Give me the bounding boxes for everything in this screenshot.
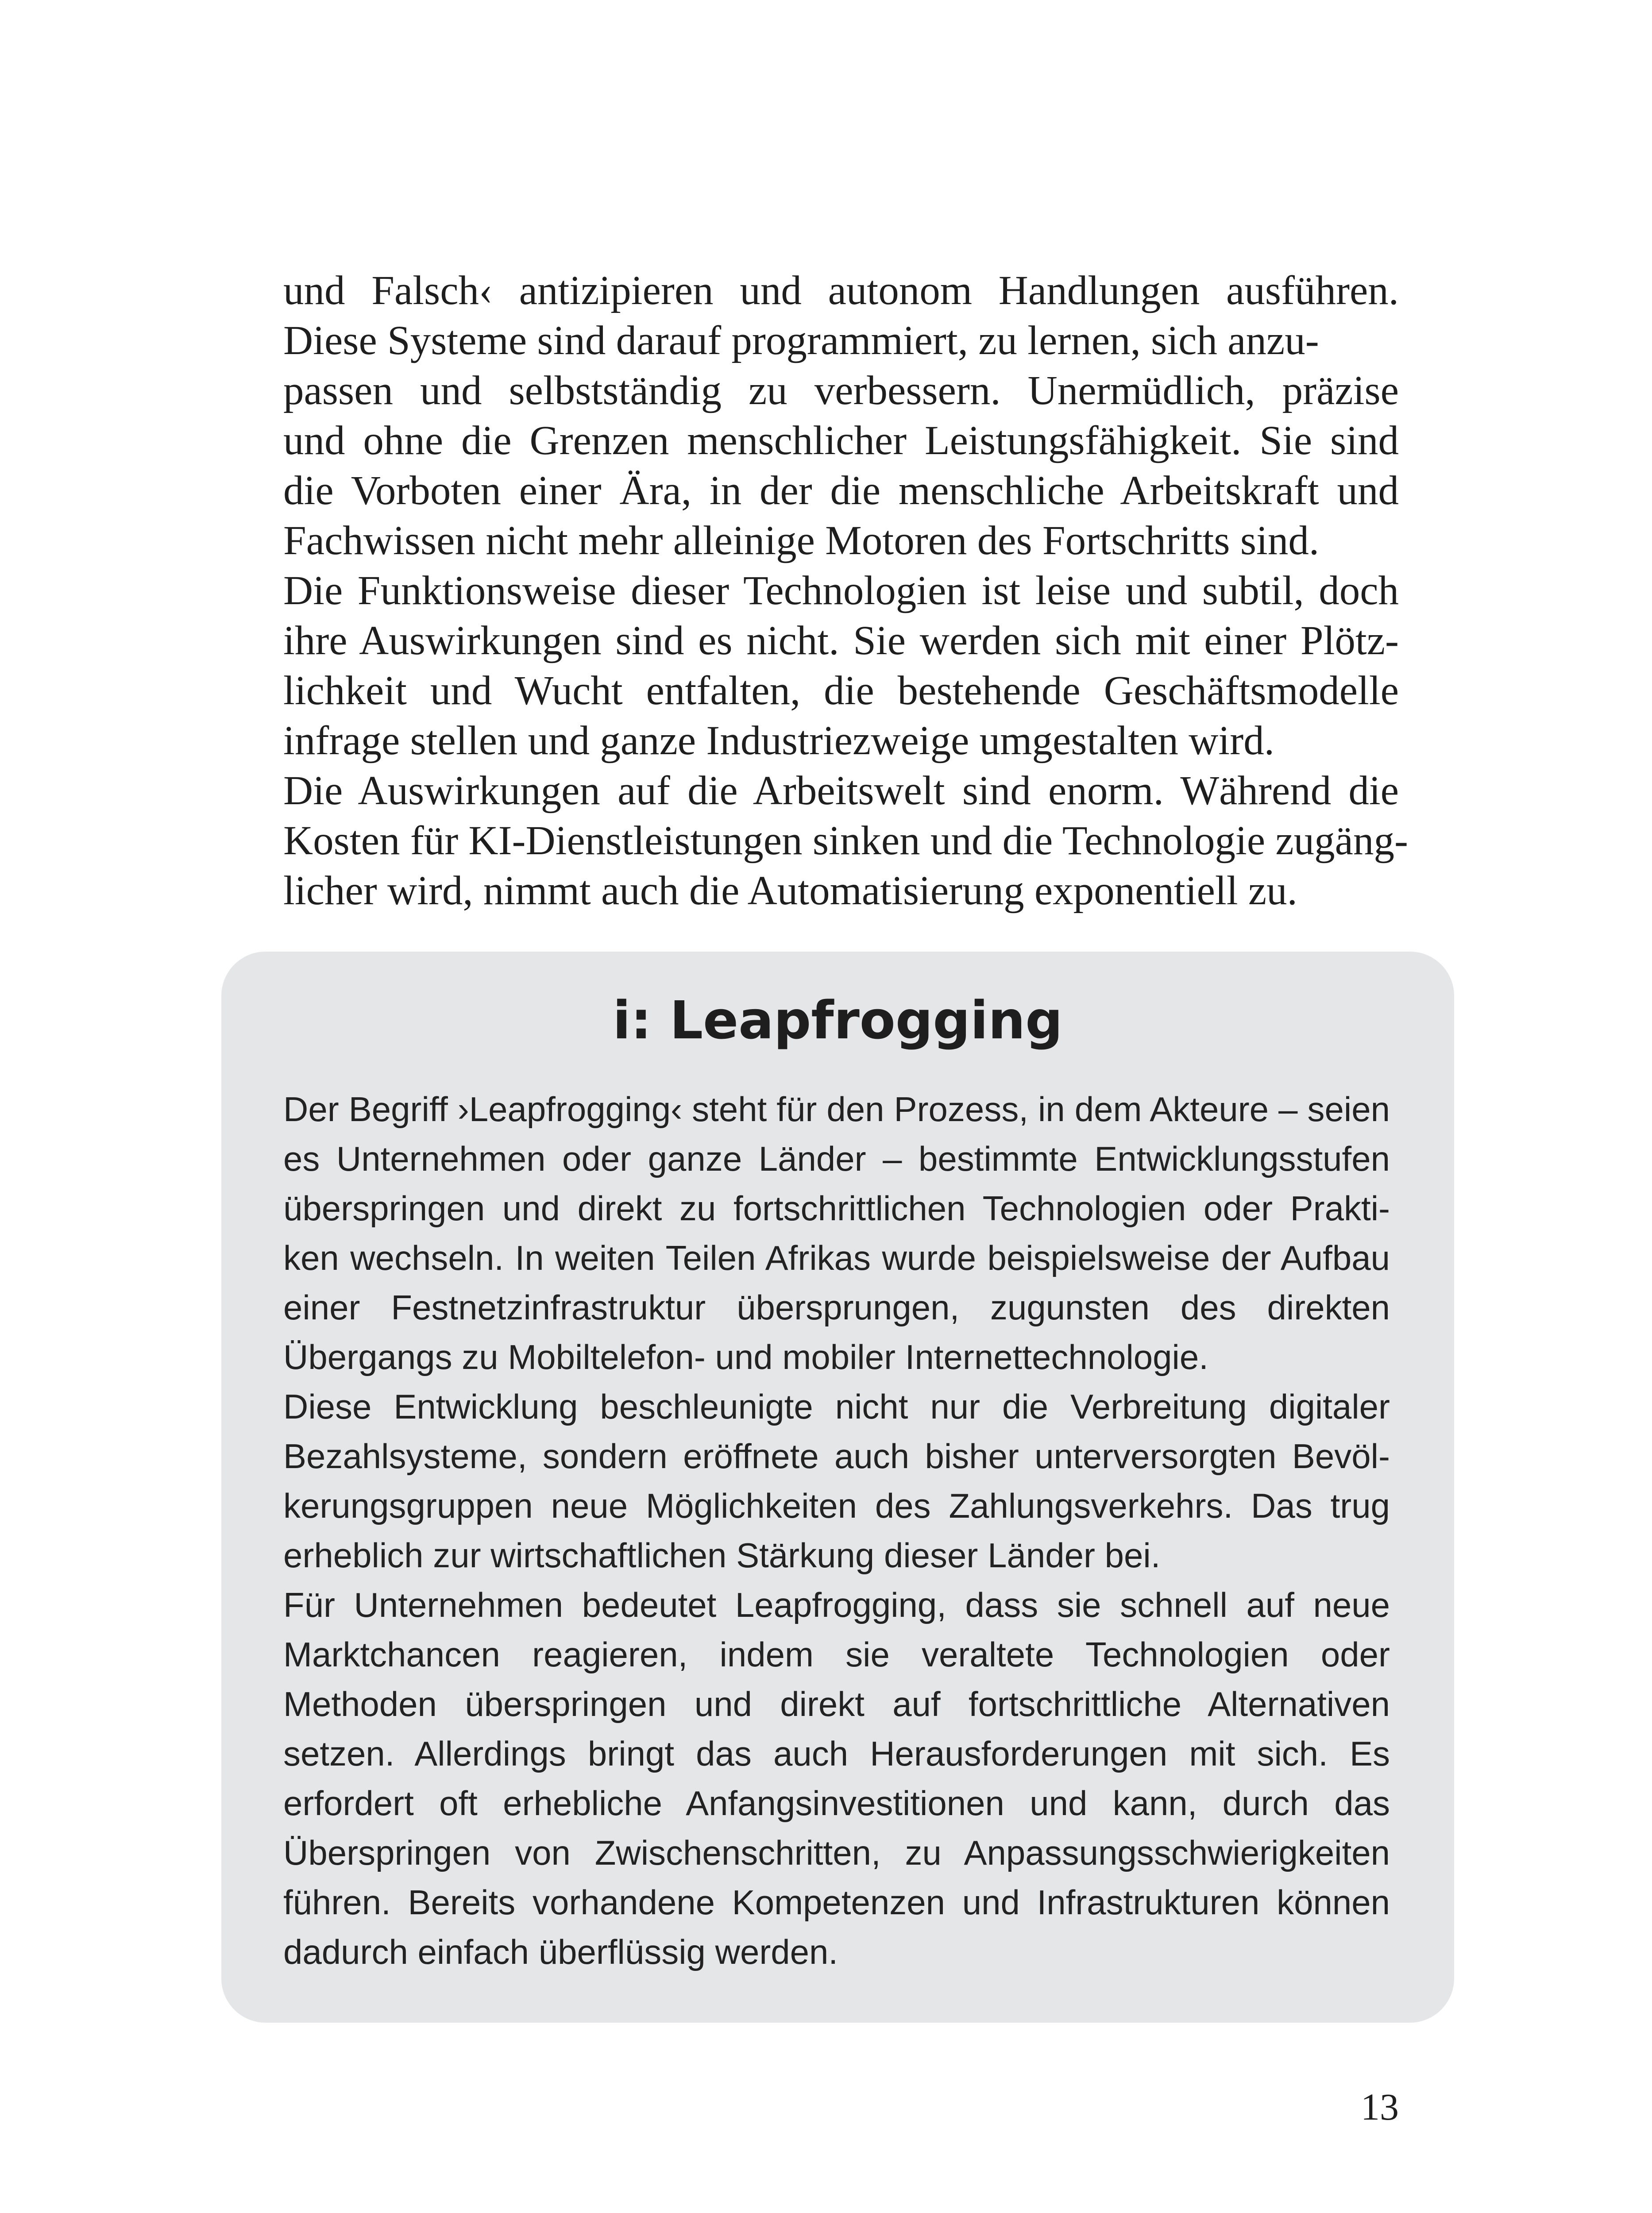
body-text <box>283 266 1408 916</box>
body-line: und Falsch‹ antizipieren und autonom Handlungen ausführen. <box>283 268 1399 313</box>
body-line: Die Funktionsweise dieser Technologien ist leise und subtil, doch <box>283 568 1399 613</box>
body-line: licher wird, nimmt auch die Automatisierung exponentiell zu. <box>283 868 1297 914</box>
body-line: Diese Systeme sind darauf programmiert, zu lernen, sich anzu- <box>283 318 1319 363</box>
info-line: Methoden überspringen und direkt auf fortschrittliche Alternativen <box>283 1685 1390 1723</box>
info-line: Überspringen von Zwischenschritten, zu Anpassungsschwierigkeiten <box>283 1833 1390 1872</box>
info-line: Marktchancen reagieren, indem sie veraltete Technologien oder <box>283 1635 1390 1674</box>
body-line: ihre Auswirkungen sind es nicht. Sie werden sich mit einer Plötz- <box>283 618 1399 663</box>
body-line: Fachwissen nicht mehr alleinige Motoren des Fortschritts sind. <box>283 518 1320 563</box>
body-line: passen und selbstständig zu verbessern. Unermüdlich, präzise <box>283 368 1399 413</box>
info-line: ken wechseln. In weiten Teilen Afrikas wurde beispielsweise der Aufbau <box>283 1238 1390 1277</box>
info-line: Diese Entwicklung beschleunigte nicht nur die Verbreitung digitaler <box>283 1387 1390 1426</box>
info-box-title: i: Leapfrogging <box>613 990 1063 1051</box>
info-line: erheblich zur wirtschaftlichen Stärkung dieser Länder bei. <box>283 1536 1161 1575</box>
body-line: infrage stellen und ganze Industriezweige umgestalten wird. <box>283 718 1274 763</box>
info-line: erfordert oft erhebliche Anfangsinvestitionen und kann, durch das <box>283 1784 1390 1823</box>
info-line: einer Festnetzinfrastruktur übersprungen, zugunsten des direkten <box>283 1288 1390 1327</box>
info-box-text <box>283 1084 1390 1977</box>
info-line: überspringen und direkt zu fortschrittlichen Technologien oder Prakti- <box>283 1189 1390 1228</box>
info-line: Übergangs zu Mobiltelefon- und mobiler Internettechnologie. <box>283 1338 1208 1376</box>
info-box <box>221 952 1454 2023</box>
info-line: Der Begriff ›Leapfrogging‹ steht für den Prozess, in dem Akteure – seien <box>283 1090 1390 1129</box>
info-line: Für Unternehmen bedeutet Leapfrogging, dass sie schnell auf neue <box>283 1585 1390 1624</box>
body-line: Die Auswirkungen auf die Arbeitswelt sind enorm. Während die <box>283 768 1399 813</box>
info-line: es Unternehmen oder ganze Länder – bestimmte Entwicklungsstufen <box>283 1139 1390 1178</box>
info-line: kerungsgruppen neue Möglichkeiten des Zahlungsverkehrs. Das trug <box>283 1486 1390 1525</box>
body-line: Kosten für KI-Dienstleistungen sinken und die Technologie zugäng- <box>283 818 1408 864</box>
info-line: führen. Bereits vorhandene Kompetenzen und Infrastrukturen können <box>283 1883 1390 1922</box>
body-line: lichkeit und Wucht entfalten, die bestehende Geschäftsmodelle <box>283 668 1399 713</box>
info-line: Bezahlsysteme, sondern eröffnete auch bisher unterversorgten Bevöl- <box>283 1437 1390 1476</box>
body-line: und ohne die Grenzen menschlicher Leistungsfähigkeit. Sie sind <box>283 418 1399 463</box>
page-number: 13 <box>1361 2086 1399 2128</box>
info-line: setzen. Allerdings bringt das auch Herausforderungen mit sich. Es <box>283 1734 1390 1773</box>
info-line: dadurch einfach überflüssig werden. <box>283 1932 838 1971</box>
body-line: die Vorboten einer Ära, in der die menschliche Arbeitskraft und <box>283 468 1399 513</box>
